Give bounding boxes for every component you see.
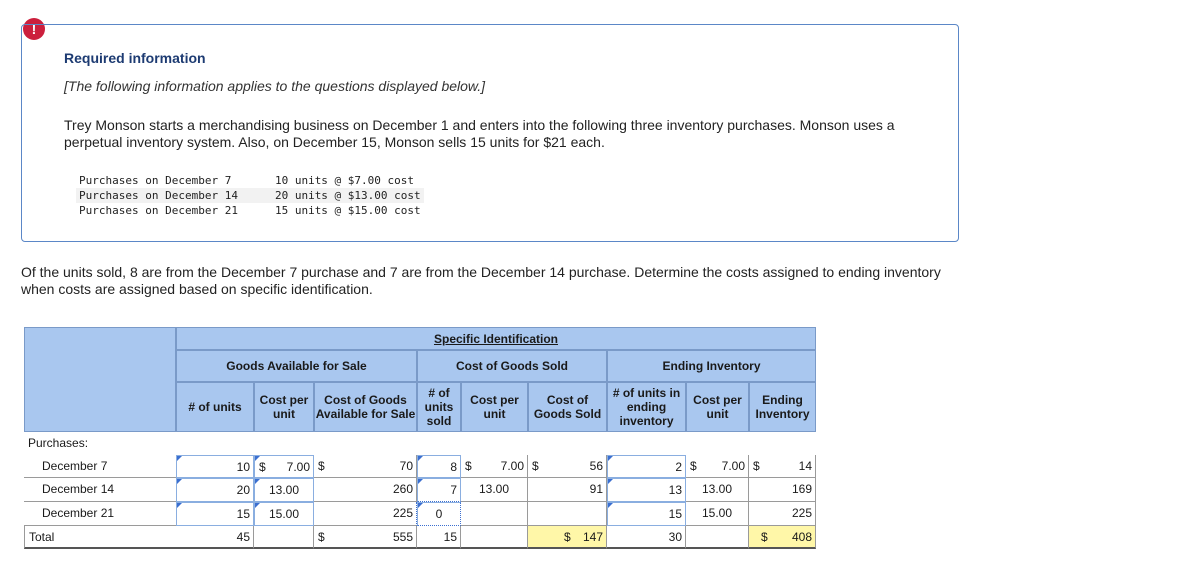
purchases-table <box>76 173 424 218</box>
units-sold-input[interactable]: 0 <box>417 502 461 526</box>
alert-icon: ! <box>23 18 45 40</box>
cost-goods-available-value: 70 <box>399 459 413 473</box>
cost-of-goods-sold-value: 56 <box>589 459 603 473</box>
total-label: Total <box>24 526 176 549</box>
required-title: Required information <box>64 50 206 66</box>
purchase-detail: 20 units @ $13.00 cost <box>241 188 424 203</box>
cost-of-goods-sold-cell: 91 <box>528 478 607 502</box>
cost-per-unit-ending-cell <box>686 455 749 478</box>
purchase-label: Purchases on December 21 <box>79 204 238 217</box>
total-blank <box>686 526 749 549</box>
cost-per-unit-sold-cell <box>461 502 528 526</box>
ending-inventory-cell <box>749 455 816 478</box>
currency-symbol: $ <box>318 530 325 544</box>
table-title: Specific Identification <box>176 327 816 350</box>
cost-per-unit-input[interactable]: 13.00 <box>254 478 314 502</box>
purchases-label: Purchases: <box>28 436 89 450</box>
total-cost-goods-available <box>314 526 417 549</box>
row-label: December 7 <box>24 455 176 478</box>
col-units-ending: # of units in ending inventory <box>607 382 686 432</box>
currency-symbol: $ <box>259 460 266 474</box>
currency-symbol: $ <box>761 530 768 544</box>
col-cost-per-unit-sold: Cost per unit <box>461 382 528 432</box>
currency-symbol: $ <box>564 530 571 544</box>
scenario-text: Trey Monson starts a merchandising business on December 1 and enters into the following three inventory purchases. Monson uses a perpetual inventory system. Also, on December 15, Monson sells 15 units for $21 each. <box>64 117 895 150</box>
specific-identification-table <box>24 327 816 549</box>
purchase-detail: 15 units @ $15.00 cost <box>274 204 421 217</box>
currency-symbol: $ <box>465 459 472 473</box>
group-goods-available: Goods Available for Sale <box>176 350 417 382</box>
purchase-label: Purchases on December 14 <box>76 188 241 203</box>
col-units-sold: # of units sold <box>417 382 461 432</box>
units-sold-input[interactable]: 7 <box>417 478 461 502</box>
purchase-row <box>76 173 424 188</box>
total-blank <box>461 526 528 549</box>
col-cost-per-unit: Cost per unit <box>254 382 314 432</box>
col-ending-inventory: Ending Inventory <box>749 382 816 432</box>
col-units: # of units <box>176 382 254 432</box>
cost-goods-available-cell: 260 <box>314 478 417 502</box>
ending-inventory-value: 14 <box>798 459 812 473</box>
group-cost-of-goods-sold: Cost of Goods Sold <box>417 350 607 382</box>
cost-goods-available-cell: 225 <box>314 502 417 526</box>
row-label: December 21 <box>24 502 176 526</box>
total-blank <box>254 526 314 549</box>
currency-symbol: $ <box>690 459 697 473</box>
row-label-header <box>24 327 176 432</box>
cost-per-unit-value: 7.00 <box>286 460 310 474</box>
cost-per-unit-input[interactable]: 15.00 <box>254 502 314 526</box>
total-cost-goods-available-value: 555 <box>392 530 413 544</box>
cost-per-unit-input[interactable] <box>254 455 314 478</box>
ending-inventory-cell: 169 <box>749 478 816 502</box>
ending-inventory-cell: 225 <box>749 502 816 526</box>
total-units-ending: 30 <box>607 526 686 549</box>
currency-symbol: $ <box>532 459 539 473</box>
units-sold-input[interactable]: 8 <box>417 455 461 478</box>
cost-of-goods-sold-cell <box>528 455 607 478</box>
cost-goods-available-cell <box>314 455 417 478</box>
group-ending-inventory: Ending Inventory <box>607 350 816 382</box>
units-input[interactable]: 20 <box>176 478 254 502</box>
cost-per-unit-sold-value: 7.00 <box>500 459 524 473</box>
cost-per-unit-sold-cell: 13.00 <box>461 478 528 502</box>
col-cost-per-unit-ending: Cost per unit <box>686 382 749 432</box>
currency-symbol: $ <box>753 459 760 473</box>
col-cost-goods-available: Cost of Goods Available for Sale <box>314 382 417 432</box>
cost-of-goods-sold-cell <box>528 502 607 526</box>
total-cost-of-goods-sold-value: 147 <box>582 530 603 544</box>
question-text: Of the units sold, 8 are from the December 7 purchase and 7 are from the December 14 purchase. Determine the costs assigned to ending inventory when costs are assigned based on specific identification. <box>21 264 941 297</box>
units-ending-input[interactable]: 15 <box>607 502 686 526</box>
cost-per-unit-sold-cell <box>461 455 528 478</box>
purchase-row <box>76 203 424 218</box>
total-ending-inventory-value: 408 <box>791 530 812 544</box>
col-cost-of-goods-sold: Cost of Goods Sold <box>528 382 607 432</box>
cost-per-unit-ending-value: 7.00 <box>721 459 745 473</box>
applies-note: [The following information applies to the questions displayed below.] <box>64 78 486 94</box>
purchase-row <box>76 188 424 203</box>
units-input[interactable]: 10 <box>176 455 254 478</box>
cost-per-unit-ending-cell: 13.00 <box>686 478 749 502</box>
units-ending-input[interactable]: 2 <box>607 455 686 478</box>
purchase-detail: 10 units @ $7.00 cost <box>274 174 415 187</box>
row-label: December 14 <box>24 478 176 502</box>
currency-symbol: $ <box>318 459 325 473</box>
total-units: 45 <box>176 526 254 549</box>
purchase-label: Purchases on December 7 <box>79 174 232 187</box>
total-ending-inventory <box>749 526 816 549</box>
total-units-sold: 15 <box>417 526 461 549</box>
units-ending-input[interactable]: 13 <box>607 478 686 502</box>
total-cost-of-goods-sold <box>528 526 607 549</box>
units-input[interactable]: 15 <box>176 502 254 526</box>
cost-per-unit-ending-cell: 15.00 <box>686 502 749 526</box>
